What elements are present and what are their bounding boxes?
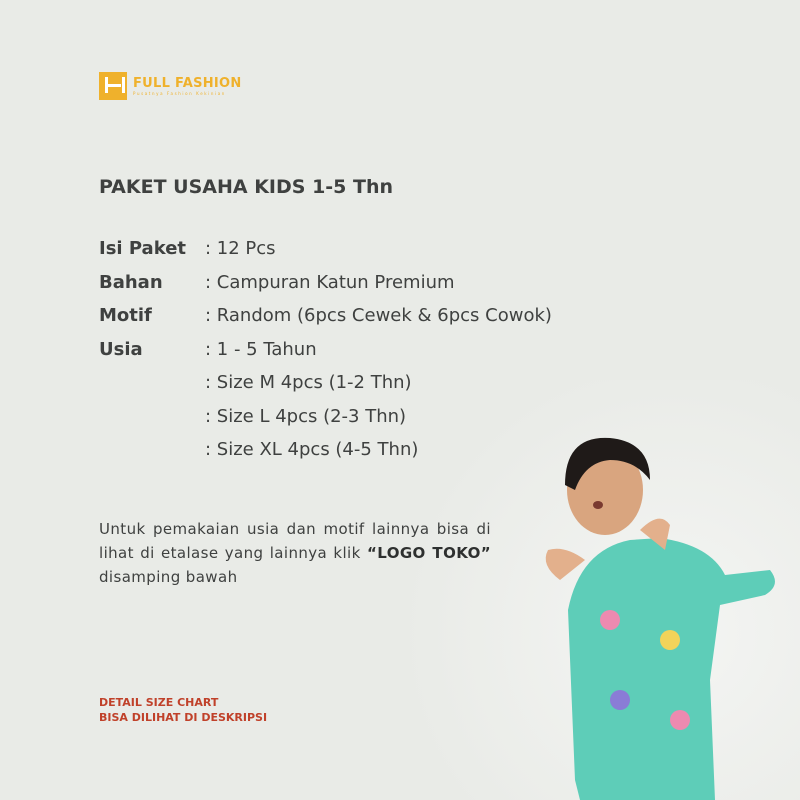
spec-value: : Size XL 4pcs (4-5 Thn) <box>205 439 419 461</box>
size-chart-note <box>99 695 267 725</box>
spec-label: Motif <box>99 305 152 327</box>
spec-row <box>99 366 552 400</box>
product-title: PAKET USAHA KIDS 1-5 Thn <box>99 176 394 198</box>
brand-name: FULL FASHION <box>133 75 242 91</box>
spec-label: Usia <box>99 338 143 360</box>
detail-line-2: BISA DILIHAT DI DESKRIPSI <box>99 711 268 724</box>
spec-row <box>99 232 552 266</box>
info-note <box>99 517 491 589</box>
quote-open: “ <box>367 544 378 562</box>
spec-row <box>99 266 552 300</box>
quote-close: ” <box>480 544 491 562</box>
spec-row <box>99 433 552 467</box>
spec-label: Bahan <box>99 271 163 293</box>
spec-row <box>99 333 552 367</box>
spec-value: : 1 - 5 Tahun <box>205 338 317 360</box>
child-model-photo <box>520 380 800 800</box>
detail-line-1: DETAIL SIZE CHART <box>99 696 219 709</box>
spec-value: : Campuran Katun Premium <box>205 271 455 293</box>
note-text-end: disamping bawah <box>99 568 238 586</box>
brand-logo <box>99 72 242 100</box>
spec-row <box>99 400 552 434</box>
brand-tagline: Pusatnya Fashion Kekinian <box>133 90 226 96</box>
note-text: Untuk pemakaian usia dan motif lainnya bisa di lihat di etalase yang lainnya klik <box>99 520 491 562</box>
spec-list <box>99 232 552 467</box>
spec-value: : Random (6pcs Cewek & 6pcs Cowok) <box>205 305 552 327</box>
logo-mark-icon <box>99 72 127 100</box>
spec-label: Isi Paket <box>99 238 187 260</box>
spec-value: : 12 Pcs <box>205 238 276 260</box>
spec-value: : Size L 4pcs (2-3 Thn) <box>205 405 407 427</box>
spec-value: : Size M 4pcs (1-2 Thn) <box>205 372 412 394</box>
note-highlight: LOGO TOKO <box>377 544 481 562</box>
spec-row <box>99 299 552 333</box>
